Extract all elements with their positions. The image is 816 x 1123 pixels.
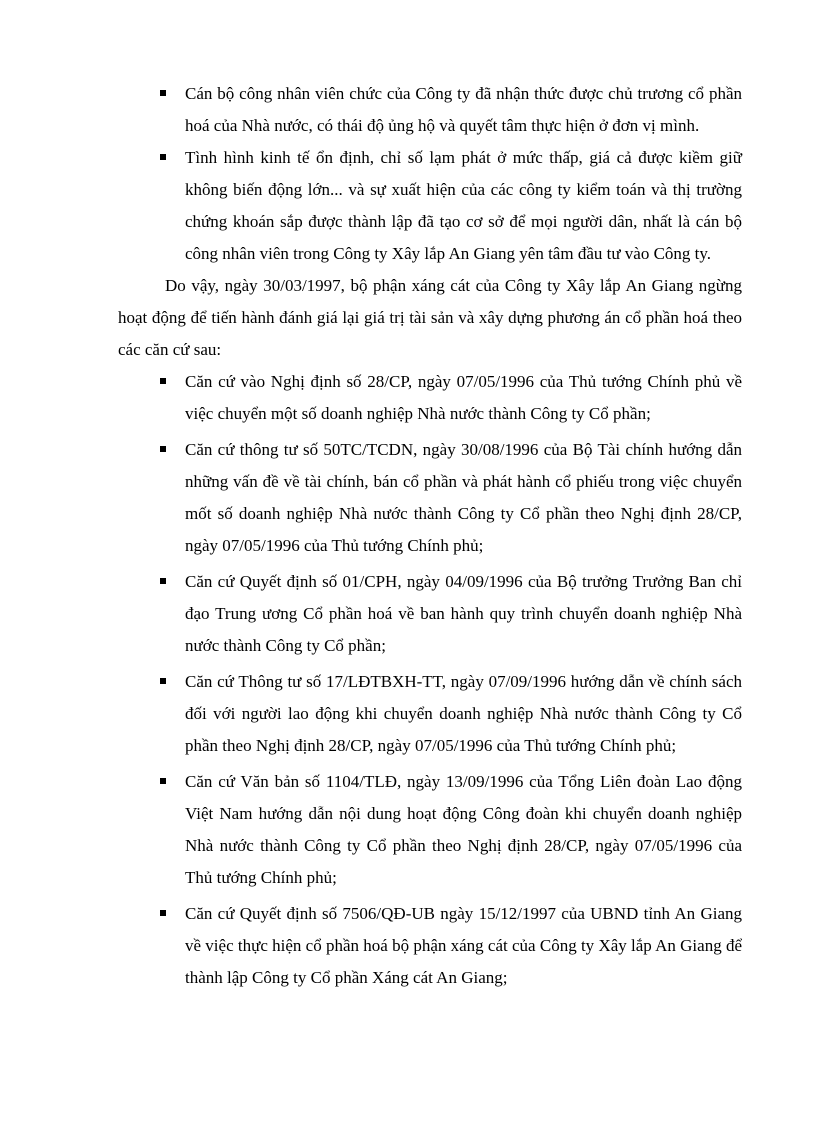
intro-bullet-list: [118, 78, 742, 270]
basis-bullet-list: [118, 366, 742, 994]
square-bullet-icon: [160, 78, 170, 110]
list-item-text: Tình hình kinh tế ổn định, chỉ số lạm phát ở mức thấp, giá cả được kiềm giữ không biến động lớn... và sự xuất hiện của các công ty kiểm toán và thị trường chứng khoán sắp được thành lập đã tạo cơ sở để mọi người dân, nhất là cán bộ công nhân viên trong Công ty Xây lắp An Giang yên tâm đầu tư vào Công ty.: [185, 148, 742, 263]
square-bullet-icon: [160, 766, 170, 798]
square-bullet-icon: [160, 666, 170, 698]
list-item-text: Căn cứ thông tư số 50TC/TCDN, ngày 30/08/1996 của Bộ Tài chính hướng dẫn những vấn đề về tài chính, bán cổ phần và phát hành cổ phiếu trong việc chuyển mốt số doanh nghiệp Nhà nước thành Công ty Cổ phần theo Nghị định 28/CP, ngày 07/05/1996 của Thủ tướng Chính phủ;: [185, 440, 742, 555]
list-item: [118, 366, 742, 430]
list-item-text: Căn cứ Quyết định số 01/CPH, ngày 04/09/1996 của Bộ trưởng Trưởng Ban chỉ đạo Trung ương Cổ phần hoá về ban hành quy trình chuyển doanh nghiệp Nhà nước thành Công ty Cổ phần;: [185, 572, 742, 655]
square-bullet-icon: [160, 434, 170, 466]
list-item: [118, 78, 742, 142]
list-item: [118, 142, 742, 270]
list-item-text: Căn cứ Văn bản số 1104/TLĐ, ngày 13/09/1996 của Tổng Liên đoàn Lao động Việt Nam hướng dẫn nội dung hoạt động Công đoàn khi chuyển doanh nghiệp Nhà nước thành Công ty Cổ phần theo Nghị định 28/CP, ngày 07/05/1996 của Thủ tướng Chính phủ;: [185, 772, 742, 887]
square-bullet-icon: [160, 142, 170, 174]
square-bullet-icon: [160, 366, 170, 398]
square-bullet-icon: [160, 898, 170, 930]
list-item: [118, 898, 742, 994]
list-item: [118, 766, 742, 894]
list-item-text: Căn cứ vào Nghị định số 28/CP, ngày 07/05/1996 của Thủ tướng Chính phủ về việc chuyển một số doanh nghiệp Nhà nước thành Công ty Cổ phần;: [185, 372, 742, 423]
list-item: [118, 566, 742, 662]
list-item: [118, 434, 742, 562]
list-item: [118, 666, 742, 762]
list-item-text: Căn cứ Quyết định số 7506/QĐ-UB ngày 15/12/1997 của UBND tỉnh An Giang về việc thực hiện cổ phần hoá bộ phận xáng cát của Công ty Xây lắp An Giang để thành lập Công ty Cổ phần Xáng cát An Giang;: [185, 904, 742, 987]
body-paragraph: Do vậy, ngày 30/03/1997, bộ phận xáng cát của Công ty Xây lắp An Giang ngừng hoạt động để tiến hành đánh giá lại giá trị tài sản và xây dựng phương án cổ phần hoá theo các căn cứ sau:: [118, 276, 742, 359]
square-bullet-icon: [160, 566, 170, 598]
list-item-text: Căn cứ Thông tư số 17/LĐTBXH-TT, ngày 07/09/1996 hướng dẫn về chính sách đối với người lao động khi chuyển doanh nghiệp Nhà nước thành Công ty Cổ phần theo Nghị định 28/CP, ngày 07/05/1996 của Thủ tướng Chính phủ;: [185, 672, 742, 755]
list-item-text: Cán bộ công nhân viên chức của Công ty đã nhận thức được chủ trương cổ phần hoá của Nhà nước, có thái độ ủng hộ và quyết tâm thực hiện ở đơn vị mình.: [185, 84, 742, 135]
page-content: [118, 78, 742, 998]
